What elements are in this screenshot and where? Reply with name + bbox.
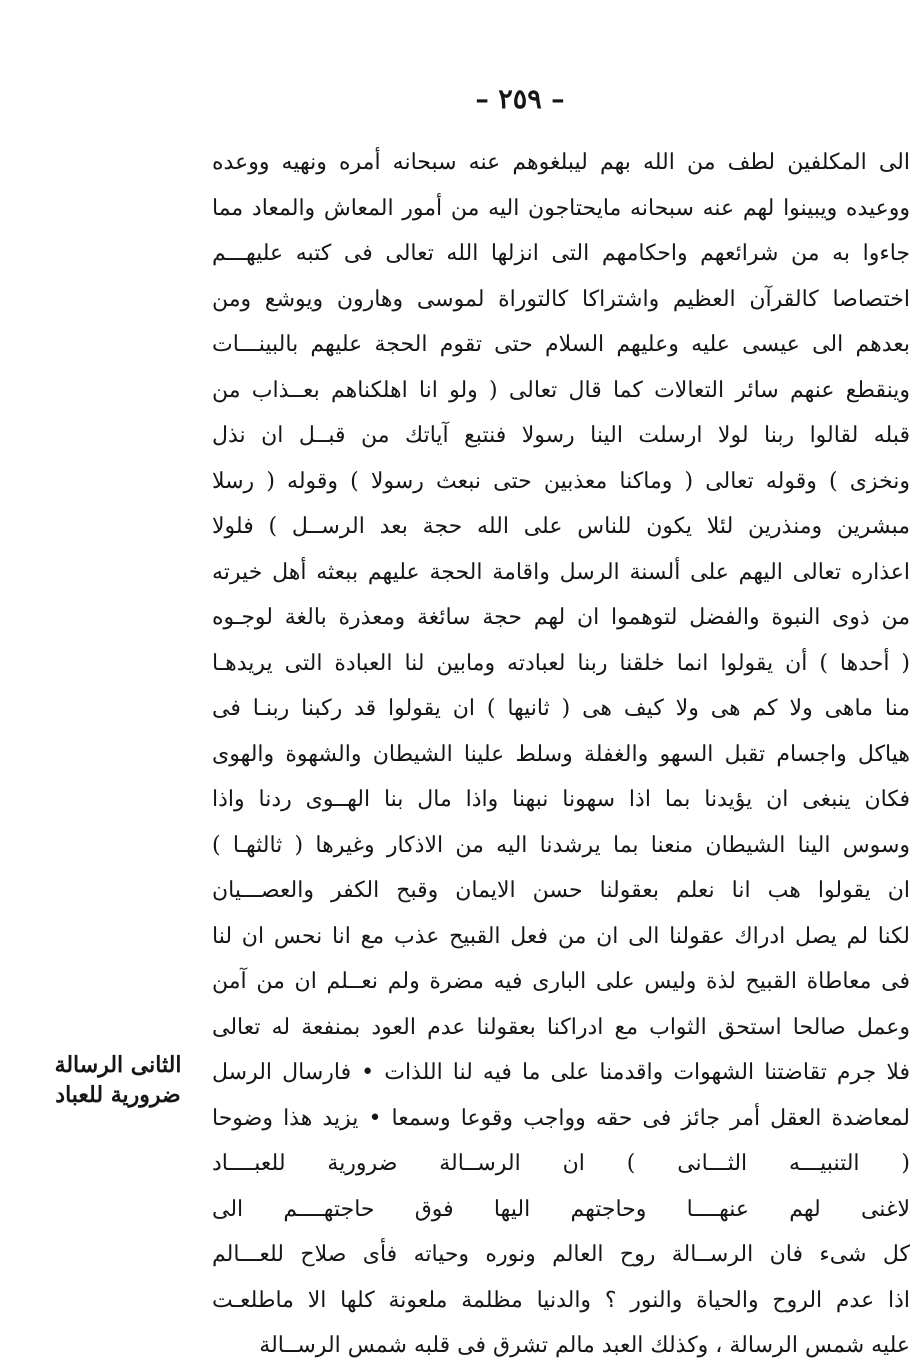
text-line: عليه شمس الرسالة ، وكذلك العبد مالم تشرق فى قلبه شمس الرســالة xyxy=(259,1333,910,1358)
text-line: فلا جرم تقاضتنا الشهوات واقدمنا على ما فيه لنا اللذات • فارسال الرسل xyxy=(212,1060,910,1085)
text-line: فى معاطاة القبيح لذة وليس على البارى فيه مضرة ولم نعــلم ان من آمن xyxy=(212,969,910,994)
text-line: ( التنبيـــه الثـــانى ) ان الرســالة ضرورية للعبــــاد xyxy=(212,1151,910,1176)
text-line: مبشرين ومنذرين لئلا يكون للناس على الله حجة بعد الرســل ) فلولا xyxy=(212,514,910,539)
text-line: لكنا لم يصل ادراك عقولنا الى ان من فعل القبيح عذب مع انا نحس ان لنا xyxy=(212,923,910,949)
text-line: اعذاره تعالى اليهم على ألسنة الرسل واقامة الحجة عليهم ببعثه أهل خيرته xyxy=(212,559,910,585)
margin-note xyxy=(40,1050,196,1110)
text-line: اذا عدم الروح والحياة والنور ؟ والدنيا مظلمة ملعونة كلها الا ماطلعـت xyxy=(212,1287,910,1313)
text-line: وسوس الينا الشيطان منعنا بما يرشدنا اليه من الاذكار وغيرها ( ثالثهـا ) xyxy=(212,832,910,858)
text-line: هياكل واجسام تقبل السهو والغفلة وسلط علينا الشيطان والشهوة والهوى xyxy=(212,741,910,767)
text-line: ( أحدها ) أن يقولوا انما خلقنا ربنا لعبادته ومابين لنا العبادة التى يريدهـا xyxy=(212,650,910,676)
text-line: لاغنى لهم عنهــــا وحاجتهم اليها فوق حاجتهــــم الى xyxy=(212,1196,910,1222)
text-line: ونخزى ) وقوله تعالى ( وماكنا معذبين حتى نبعث رسولا ) وقوله ( رسلا xyxy=(212,468,910,494)
text-line: لمعاضدة العقل أمر جائز فى حقه وواجب وقوعا وسمعا • يزيد هذا وضوحا xyxy=(212,1105,910,1131)
text-line: ان يقولوا هب انا نعلم بعقولنا حسن الايمان وقبح الكفر والعصـــيان xyxy=(212,878,910,903)
margin-note-line: الثانى الرسالة xyxy=(54,1052,182,1078)
text-line: وينقطع عنهم سائر التعالات كما قال تعالى ( ولو انا اهلكناهم بعــذاب من xyxy=(212,377,910,403)
body-text xyxy=(212,140,910,1369)
text-line: منا ماهى ولا كم هى ولا كيف هى ( ثانيها ) ان يقولوا قد ركبنا ربنـا فى xyxy=(212,696,910,721)
text-line: كل شىء فان الرســالة روح العالم ونوره وحياته فأى صلاح للعـــالم xyxy=(212,1242,910,1267)
margin-note-line: ضرورية للعباد xyxy=(55,1082,181,1108)
text-line: اختصاصا كالقرآن العظيم واشتراكا كالتوراة لموسى وهارون ويوشع ومن xyxy=(212,286,910,312)
text-line: وعمل صالحا استحق الثواب مع ادراكنا بعقولنا عدم العود بمنفعة له تعالى xyxy=(212,1014,910,1040)
page-number: – ٢٥٩ – xyxy=(475,84,565,115)
text-line: ووعيده ويبينوا لهم عنه سبحانه مايحتاجون اليه من أمور المعاش والمعاد مما xyxy=(212,195,910,221)
text-line: قبله لقالوا ربنا لولا ارسلت الينا رسولا فنتبع آياتك من قبــل ان نذل xyxy=(212,423,910,448)
text-line: بعدهم الى عيسى عليه وعليهم السلام حتى تقوم الحجة عليهم بالبينـــات xyxy=(212,332,910,357)
text-line: جاءوا به من شرائعهم واحكامهم التى انزلها الله تعالى فى كتبه عليهـــم xyxy=(212,241,910,266)
text-line: الى المكلفين لطف من الله بهم ليبلغوهم عنه سبحانه أمره ونهيه ووعده xyxy=(212,150,910,175)
text-line: فكان ينبغى ان يؤيدنا بما اذا سهونا نبهنا واذا مال بنا الهــوى ردنا واذا xyxy=(212,787,910,812)
text-line: من ذوى النبوة والفضل لتوهموا ان لهم حجة سائغة ومعذرة بالغة لوجـوه xyxy=(212,605,910,630)
